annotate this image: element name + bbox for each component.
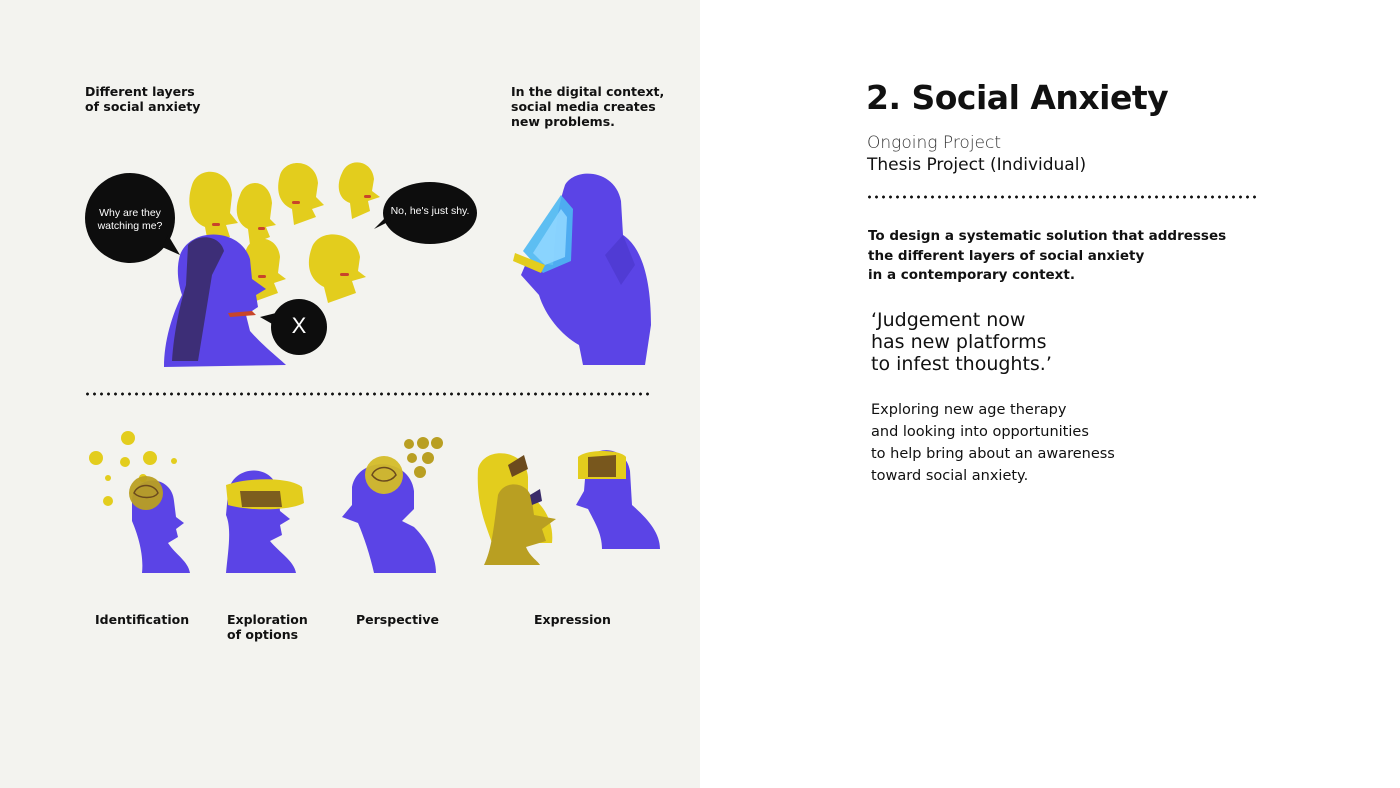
caption-digital-context: In the digital context, social media creates new problems. <box>511 84 665 129</box>
project-subtitle: Thesis Project (Individual) <box>867 155 1087 175</box>
identification-figure <box>89 431 190 573</box>
project-status: Ongoing Project <box>867 133 1002 153</box>
yellow-head <box>309 234 366 303</box>
stage-label-exploration: Exploration of options <box>227 612 308 642</box>
yellow-head <box>339 162 380 219</box>
project-quote: ‘Judgement now has new platforms to infest thoughts.’ <box>871 309 1052 375</box>
title-divider <box>866 195 1258 199</box>
stage-label-perspective: Perspective <box>356 612 439 627</box>
stage-label-identification: Identification <box>95 612 190 627</box>
crowd-judgement-illustration <box>80 155 500 380</box>
yellow-head <box>189 172 238 243</box>
stage-label-expression: Expression <box>534 612 611 627</box>
section-divider <box>84 392 652 396</box>
yellow-head <box>237 183 276 245</box>
exploration-figure <box>226 471 304 574</box>
perspective-figure <box>342 437 443 573</box>
caption-layers: Different layers of social anxiety <box>85 84 201 114</box>
expression-figure <box>478 450 660 565</box>
bubble-question-text: Why are they watching me? <box>97 207 163 232</box>
stages-illustration <box>80 425 670 585</box>
project-title: 2. Social Anxiety <box>866 78 1169 117</box>
project-goal: To design a systematic solution that addresses the different layers of social anxiety in a contemporary context. <box>868 228 1227 283</box>
bubble-x-text: X <box>291 313 307 338</box>
project-description: Exploring new age therapy and looking into opportunities to help bring about an awareness toward social anxiety. <box>871 402 1115 484</box>
yellow-head <box>278 163 324 225</box>
bubble-reply-text: No, he's just shy. <box>390 205 470 217</box>
social-media-user-illustration <box>505 165 665 370</box>
